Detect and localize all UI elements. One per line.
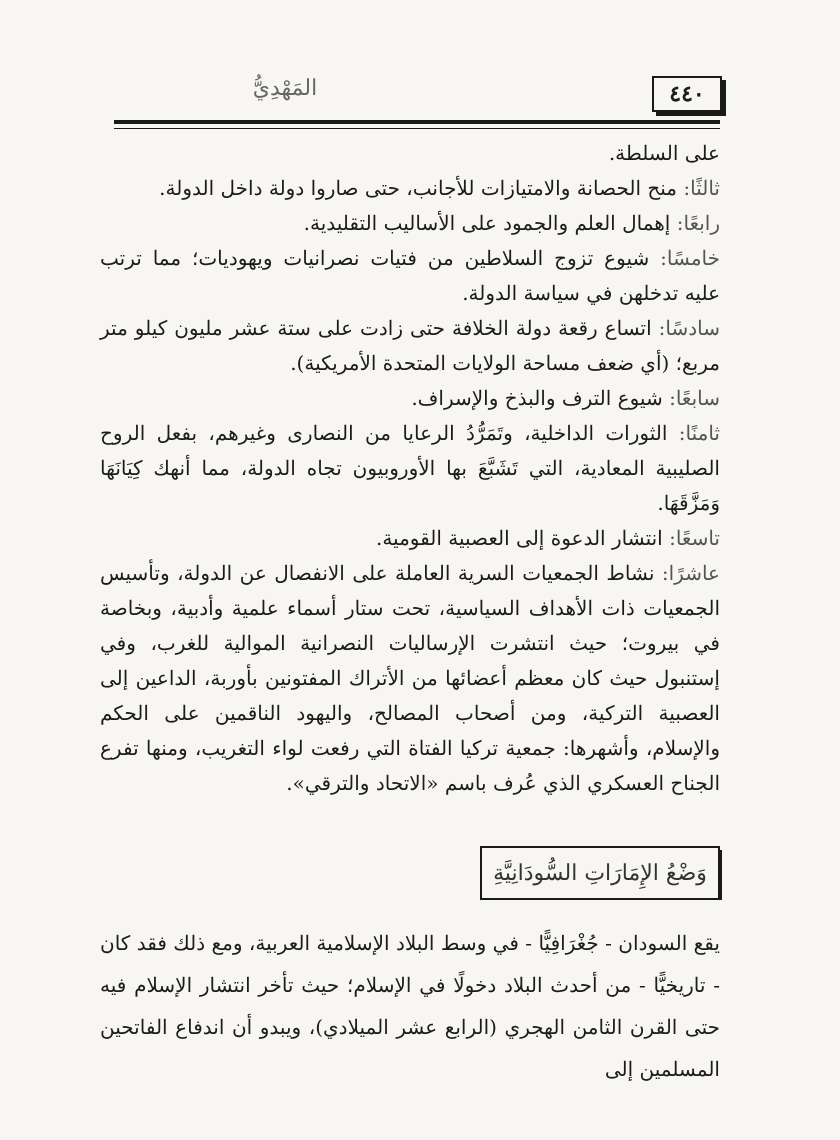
list-item	[100, 381, 720, 416]
list-item	[100, 521, 720, 556]
item-text: الثورات الداخلية، وتَمَرُّدُ الرعايا من النصارى وغيرهم، بفعل الروح الصليبية المعادية، التي تَشَبَّعَ بها الأوروبيون تجاه الدولة، مما أنهك كِيَانَهَا وَمَزَّقَهَا.	[100, 421, 720, 515]
page-number	[652, 76, 722, 112]
item-text: منح الحصانة والامتيازات للأجانب، حتى صاروا دولة داخل الدولة.	[159, 176, 678, 200]
item-label: ثالثًا:	[683, 176, 720, 200]
item-text: نشاط الجمعيات السرية العاملة على الانفصال عن الدولة، وتأسيس الجمعيات ذات الأهداف السياسية، تحت ستار أسماء علمية وأدبية، وبخاصة في بيروت؛ حيث انتشرت الإرساليات النصرانية الموالية للغرب، وفي إستنبول حيث كان معظم أعضائها من الأتراك المفتونين بأوربة، الداعين إلى العصبية التركية، ومن أصحاب المصالح، واليهود الناقمين على الحكم والإسلام، وأشهرها: جمعية تركيا الفتاة التي رفعت لواء التغريب، ومنها تفرع الجناح العسكري الذي عُرف باسم «الاتحاد والترقي».	[100, 561, 720, 795]
section-heading	[480, 846, 720, 900]
list-item	[100, 171, 720, 206]
running-title: المَهْدِيُّ	[252, 76, 318, 101]
item-label: تاسعًا:	[669, 526, 720, 550]
list-item	[100, 241, 720, 311]
list-item	[100, 556, 720, 801]
section-paragraph: يقع السودان - جُغْرَافِيًّا - في وسط البلاد الإسلامية العربية، ومع ذلك فقد كان - تاريخيًّا - من أحدث البلاد دخولًا في الإسلام؛ حيث تأخر انتشار الإسلام فيه حتى القرن الثامن الهجري (الرابع عشر الميلادي)، ويبدو أن اندفاع الفاتحين المسلمين إلى	[100, 931, 720, 1081]
intro-line: على السلطة.	[608, 141, 720, 165]
item-label: عاشرًا:	[661, 561, 720, 585]
list-item	[100, 206, 720, 241]
section-body	[100, 922, 720, 1090]
causes-list	[100, 136, 720, 801]
header-rule-thick	[114, 120, 720, 124]
list-item	[100, 416, 720, 521]
item-text: شيوع الترف والبذخ والإسراف.	[411, 386, 663, 410]
item-label: رابعًا:	[676, 211, 720, 235]
item-label: ثامنًا:	[678, 421, 720, 445]
item-label: سادسًا:	[658, 316, 721, 340]
item-text: انتشار الدعوة إلى العصبية القومية.	[375, 526, 663, 550]
header-rule-thin	[114, 128, 720, 129]
item-text: إهمال العلم والجمود على الأساليب التقليدية.	[303, 211, 671, 235]
item-label: خامسًا:	[660, 246, 720, 270]
item-label: سابعًا:	[669, 386, 720, 410]
list-item	[100, 311, 720, 381]
section-heading-text: وَضْعُ الإِمَارَاتِ السُّودَانِيَّةِ	[493, 860, 707, 886]
item-text: اتساع رقعة دولة الخلافة حتى زادت على ستة عشر مليون كيلو متر مربع؛ (أي ضعف مساحة الولايات المتحدة الأمريكية).	[100, 316, 720, 375]
item-text: شيوع تزوج السلاطين من فتيات نصرانيات ويهوديات؛ مما ترتب عليه تدخلهن في سياسة الدولة.	[100, 246, 720, 305]
page-number-text: ٤٤٠	[669, 81, 705, 107]
